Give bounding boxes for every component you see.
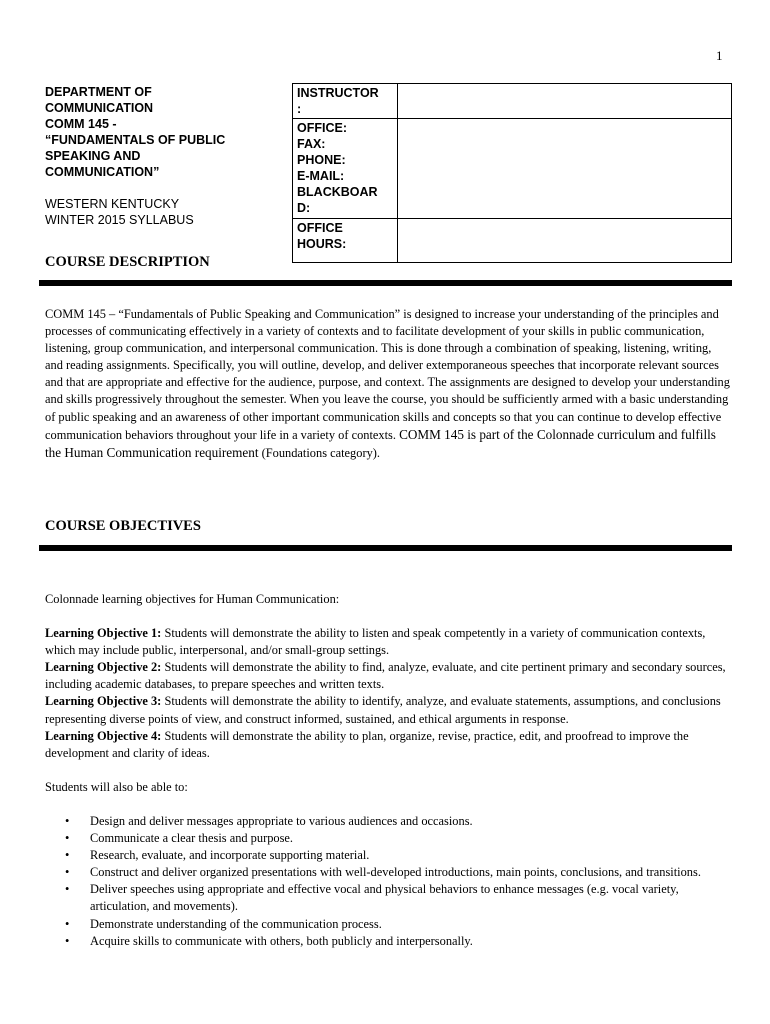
department-line: COMMUNICATION” [45, 165, 160, 179]
course-description-body [45, 306, 730, 462]
contact-value-cell [398, 119, 732, 219]
objective-text: Students will demonstrate the ability to identify, analyze, and evaluate statements, assumptions, and conclusions representing diverse points of view, and construct informed, sustained, and ethical arguments in response. [45, 694, 721, 726]
learning-objective [45, 728, 730, 762]
instructor-value-cell [398, 84, 732, 119]
syllabus-term: WINTER 2015 SYLLABUS [45, 213, 194, 227]
department-line: SPEAKING AND [45, 149, 141, 163]
objective-label: Learning Objective 1: [45, 626, 162, 641]
objective-text: Students will demonstrate the ability to find, analyze, evaluate, and cite pertinent primary and secondary sources, including academic databases, to prepare speeches and written texts. [45, 660, 726, 692]
colonnade-note: COMM 145 is part of the Colonnade curriculum and fulfills the Human Communication requirement [45, 426, 716, 460]
list-item: • Communicate a clear thesis and purpose. [45, 830, 730, 847]
course-description-text: COMM 145 – “Fundamentals of Public Speaking and Communication” is designed to increase your understanding of the principles and processes of communicating effectively in a variety of contexts and to facilitate development of your skills in public communication, listening, group communication, and interpersonal communication. This is done through a combination of speaking, listening, writing, and reading assignments. Specifically, you will outline, develop, and deliver extemporaneous speeches that incorporate relevant sources and that are appropriate and effective for the audience, purpose, and context. The assignments are designed to develop your understanding and skills progressively throughout the semester. When you leave the course, you should be sufficiently armed with a basic understanding of public speaking and an awareness of other important communication skills and concepts so that you can continue to develop effective communication behaviors throughout your life in a variety of contexts. [45, 307, 730, 442]
list-item: • Deliver speeches using appropriate and effective vocal and physical behaviors to enhance messages (e.g. vocal variety, articulation, and movements). [65, 882, 679, 914]
objective-text: Students will demonstrate the ability to listen and speak competently in a variety of communication contexts, which may include public, interpersonal, and/or small-group settings. [45, 626, 706, 658]
list-item: • Construct and deliver organized presentations with well-developed introductions, main points, conclusions, and transitions. [45, 864, 730, 881]
instructor-info-table [292, 83, 732, 263]
course-objectives-heading: COURSE OBJECTIVES [45, 518, 201, 534]
learning-objective [45, 693, 730, 727]
learning-objective [45, 659, 730, 693]
bullet-icon: • [65, 916, 70, 931]
objective-label: Learning Objective 3: [45, 694, 162, 709]
course-objectives-body [45, 591, 730, 950]
office-hours-value-cell [398, 219, 732, 263]
list-item: • Acquire skills to communicate with others, both publicly and interpersonally. [45, 933, 730, 950]
department-line: “FUNDAMENTALS OF PUBLIC [45, 133, 226, 147]
list-item: • Design and deliver messages appropriate to various audiences and occasions. [45, 813, 730, 830]
department-line: COMMUNICATION [45, 101, 154, 115]
page-number: 1 [716, 48, 723, 63]
objective-label: Learning Objective 2: [45, 660, 162, 675]
objectives-intro: Colonnade learning objectives for Human Communication: [45, 592, 340, 606]
course-description-heading: COURSE DESCRIPTION [45, 254, 210, 270]
department-header [45, 84, 275, 228]
bullet-icon: • [65, 848, 70, 863]
school-name: WESTERN KENTUCKY [45, 197, 180, 211]
bullet-icon: • [65, 882, 70, 897]
section-divider [39, 545, 732, 551]
department-line: COMM 145 - [45, 117, 117, 131]
skills-list [45, 813, 730, 950]
department-line: DEPARTMENT OF [45, 85, 152, 99]
list-item: • Research, evaluate, and incorporate supporting material. [45, 847, 730, 864]
list-item: • Demonstrate understanding of the communication process. [45, 916, 730, 933]
objective-text: Students will demonstrate the ability to plan, organize, revise, practice, edit, and proofread to improve the development and clarity of ideas. [45, 728, 689, 760]
office-hours-label: OFFICE HOURS: [293, 219, 398, 263]
bullet-icon: • [65, 813, 70, 828]
objective-label: Learning Objective 4: [45, 728, 162, 743]
bullet-icon: • [65, 865, 70, 880]
learning-objective [45, 625, 730, 659]
skills-intro: Students will also be able to: [45, 779, 188, 794]
bullet-icon: • [65, 933, 70, 948]
colonnade-suffix: (Foundations category). [261, 445, 380, 460]
section-divider [39, 280, 732, 286]
contact-labels: OFFICE: FAX: PHONE: E-MAIL: BLACKBOAR D: [293, 119, 398, 219]
instructor-label: INSTRUCTOR : [293, 84, 398, 119]
bullet-icon: • [65, 831, 70, 846]
